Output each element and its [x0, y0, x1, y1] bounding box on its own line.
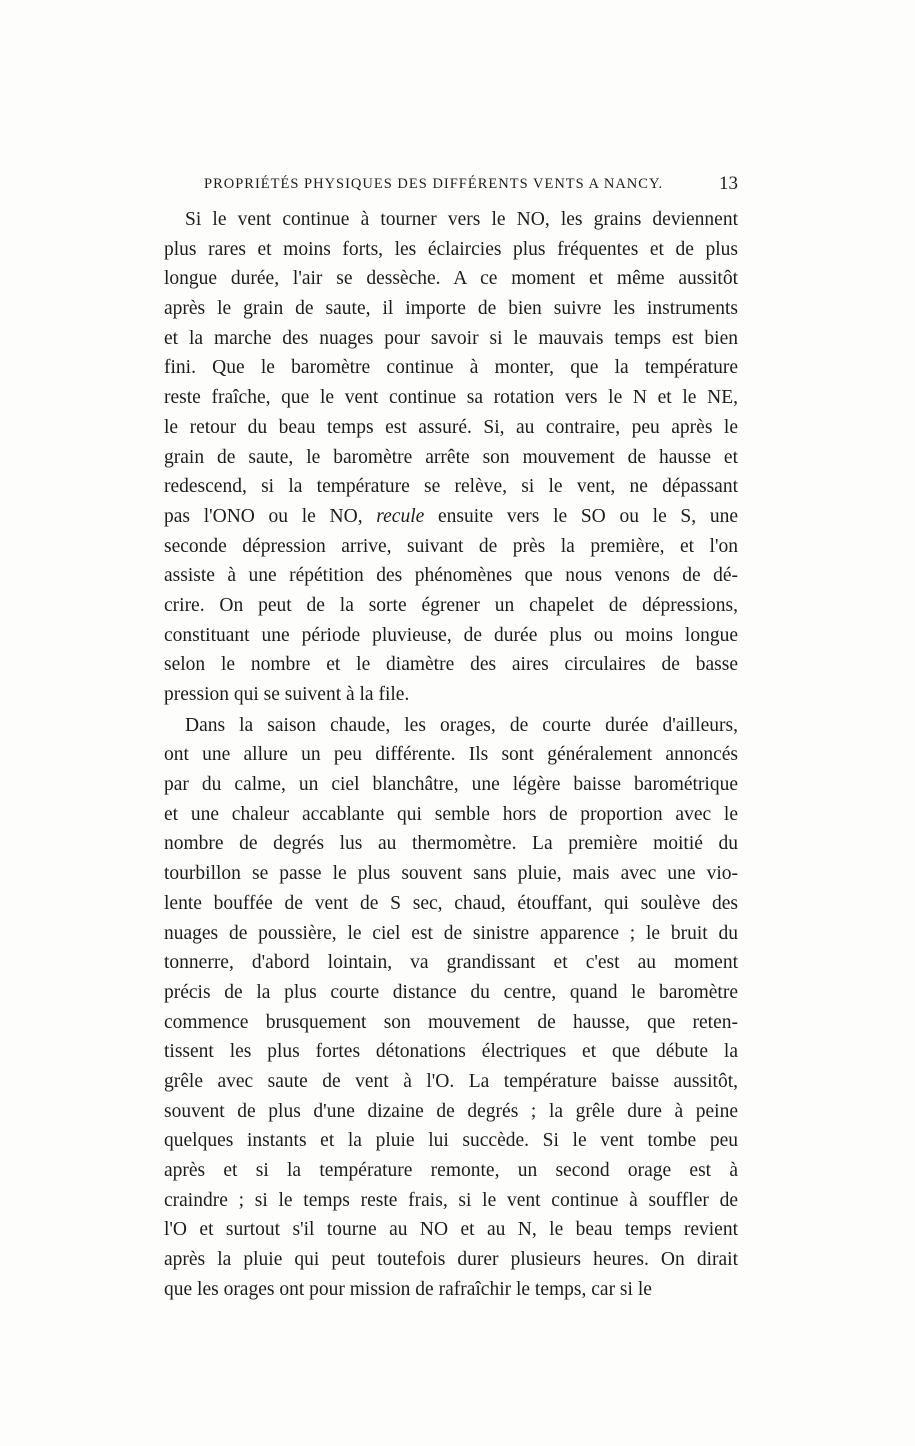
text-line: que les orages ont pour mission de rafraîchir le temps, car si le [164, 1278, 652, 1300]
text-line: seconde dépression arrive, suivant de près la première, et l'on [164, 535, 738, 557]
text-line: précis de la plus courte distance du centre, quand le baromètre [164, 981, 738, 1003]
text-line: assiste à une répétition des phénomènes que nous venons de dé- [164, 565, 738, 587]
running-title: PROPRIÉTÉS PHYSIQUES DES DIFFÉRENTS VENTS A NANCY. [204, 176, 664, 192]
text-line [164, 502, 738, 532]
text-line: pression qui se suivent à la file. [164, 684, 410, 705]
text-line: plus rares et moins forts, les éclaircies plus fréquentes et de plus [164, 238, 738, 260]
text-line: longue durée, l'air se dessèche. A ce moment et même aussitôt [164, 268, 738, 290]
text-line: et la marche des nuages pour savoir si le mauvais temps est bien [164, 327, 738, 349]
text-line: tissent les plus fortes détonations électriques et que débute la [164, 1041, 738, 1063]
italic-word: recule [376, 505, 425, 527]
paragraph [164, 205, 738, 710]
body-text [164, 205, 738, 1304]
text-line: tonnerre, d'abord lointain, va grandissant et c'est au moment [164, 952, 738, 974]
text-line: par du calme, un ciel blanchâtre, une légère baisse barométrique [164, 774, 738, 796]
text-line: lente bouffée de vent de S sec, chaud, étouffant, qui soulève des [164, 892, 738, 914]
text-line: après et si la température remonte, un second orage est à [164, 1160, 738, 1181]
text-segment: pas l'ONO ou le NO, [164, 505, 377, 527]
text-line: après la pluie qui peut toutefois durer plusieurs heures. On dirait [164, 1249, 738, 1271]
text-line: l'O et surtout s'il tourne au NO et au N, le beau temps revient [164, 1219, 738, 1241]
text-line: Dans la saison chaude, les orages, de courte durée d'ailleurs, [185, 714, 738, 736]
text-line: redescend, si la température se relève, si le vent, ne dépassant [164, 476, 738, 498]
text-line: nuages de poussière, le ciel est de sinistre apparence ; le bruit du [164, 922, 738, 944]
text-line: nombre de degrés lus au thermomètre. La première moitié du [164, 833, 738, 855]
text-line: ont une allure un peu différente. Ils sont généralement annoncés [164, 744, 738, 766]
running-header [204, 173, 738, 194]
text-line: selon le nombre et le diamètre des aires circulaires de basse [164, 654, 738, 676]
paragraph [164, 711, 738, 1305]
text-line: après le grain de saute, il importe de bien suivre les instruments [164, 298, 738, 320]
text-line: et une chaleur accablante qui semble hors de proportion avec le [164, 803, 738, 825]
text-line: le retour du beau temps est assuré. Si, au contraire, peu après le [164, 416, 738, 438]
text-line: grain de saute, le baromètre arrête son mouvement de hausse et [164, 446, 738, 468]
text-line: craindre ; si le temps reste frais, si le vent continue à souffler de [164, 1189, 738, 1211]
text-line: crire. On peut de la sorte égrener un chapelet de dépressions, [164, 594, 738, 616]
text-line: commence brusquement son mouvement de hausse, que reten- [164, 1011, 738, 1033]
text-line: constituant une période pluvieuse, de durée plus ou moins longue [164, 624, 738, 646]
text-line: quelques instants et la pluie lui succède. Si le vent tombe peu [164, 1130, 738, 1152]
text-line: souvent de plus d'une dizaine de degrés ; la grêle dure à peine [164, 1100, 738, 1122]
text-line: reste fraîche, que le vent continue sa rotation vers le N et le NE, [164, 387, 738, 409]
text-segment: ensuite vers le SO ou le S, une [424, 505, 738, 527]
text-line: fini. Que le baromètre continue à monter, que la température [164, 357, 738, 379]
text-line: tourbillon se passe le plus souvent sans pluie, mais avec une vio- [164, 863, 738, 885]
page-number: 13 [719, 173, 738, 194]
text-line: Si le vent continue à tourner vers le NO, les grains deviennent [185, 209, 738, 230]
text-line: grêle avec saute de vent à l'O. La température baisse aussitôt, [164, 1070, 738, 1092]
